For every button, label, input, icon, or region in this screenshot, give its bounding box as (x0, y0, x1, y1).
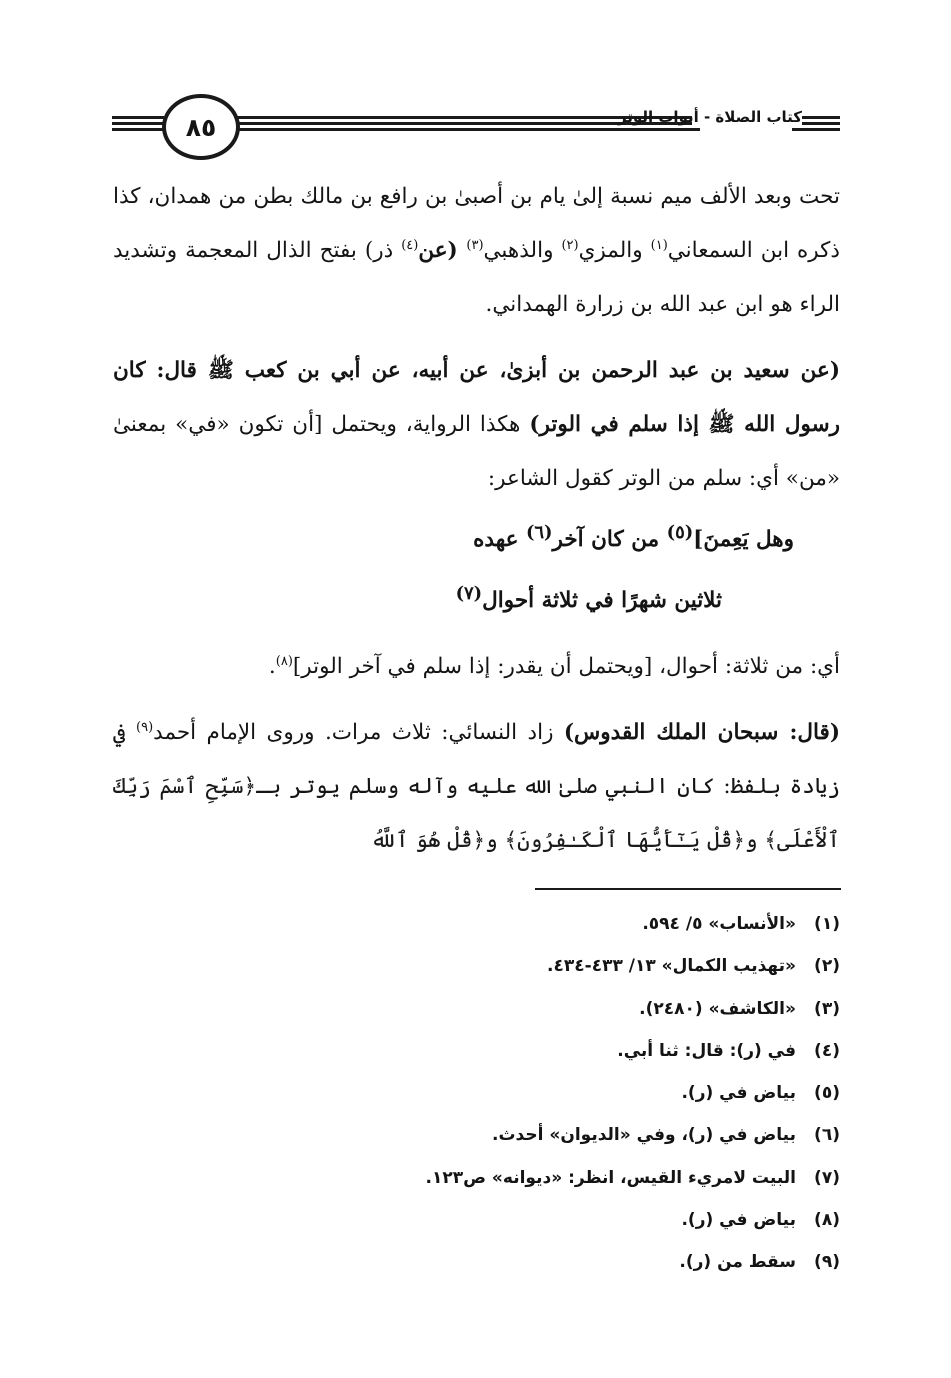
footnote-ref[interactable]: (١) (650, 237, 668, 253)
footnote-ref[interactable]: (٦) (525, 522, 553, 543)
header-rule (112, 116, 164, 119)
page-number: ٨٥ (162, 94, 240, 160)
footnote-item (300, 1241, 840, 1283)
footnote-text: «تهذيب الكمال» ١٣/ ٤٣٣-٤٣٤. (547, 956, 796, 977)
paragraph-4: (قال: سبحان الملك القدوس) زاد النسائي: ثلاث مرات. وروى الإمام أحمد$^{(٩)}$ في زيادة بلفظ: كان النبي صلىٰ الله عليه وآله وسلم يوتر بـ﴿سَبِّحِ ٱسْمَ رَبِّكَ ٱلْأَعْلَى﴾ و﴿قُلْ يَـٰٓأَيُّهَا ٱلْكَـٰفِرُونَ﴾ و﴿قُلْ هُوَ ٱللَّهُ (113, 720, 840, 854)
footnote-text: في (ر): قال: ثنا أبي. (617, 1040, 796, 1061)
footnote-item (300, 1114, 840, 1156)
header-rule (112, 122, 164, 125)
footnote-number: (٦) (814, 1125, 840, 1146)
poetry-verse-1: وهل يَعِمنَ]$^{(٥)}$ من كان آخر$^{(٦)}$ عهده (473, 522, 794, 553)
footnote-separator (535, 888, 841, 890)
footnote-number: (١) (814, 914, 840, 934)
header-rule (792, 128, 840, 131)
poetry-verse-2: ثلاثين شهرًا في ثلاثة أحوال$^{(٧)}$ (455, 583, 722, 614)
footnote-item (300, 1072, 840, 1114)
quran-quote: ﴿قُلْ هُوَ ٱللَّهُ (370, 828, 486, 854)
footnote-ref[interactable]: (٤) (401, 237, 419, 253)
quran-quote: ﴿سَبِّحِ ٱسْمَ رَبِّكَ ٱلْأَعْلَى﴾ (113, 774, 840, 854)
footnote-ref[interactable]: (٩) (136, 720, 154, 736)
footnote-ref[interactable]: (٢) (561, 237, 579, 253)
running-title: كتاب الصلاة - أبواب الوتر (618, 108, 802, 126)
footnote-text: «الأنساب» ٥/ ٥٩٤. (642, 914, 796, 934)
paragraph-3: أي: من ثلاثة: أحوال، [ويحتمل أن يقدر: إذا سلم في آخر الوتر]$^{(٨)}$. (268, 654, 840, 680)
footnote-text: سقط من (ر). (679, 1252, 796, 1273)
footnote-ref[interactable]: (٥) (666, 522, 694, 543)
footnote-number: (٥) (814, 1083, 840, 1104)
footnote-number: (٣) (814, 998, 840, 1019)
footnote-ref[interactable]: (٨) (275, 654, 293, 670)
footnote-ref[interactable]: (٧) (455, 583, 483, 605)
footnote-item (300, 1199, 840, 1241)
page-header (112, 92, 840, 162)
quran-quote: ﴿قُلْ يَـٰٓأَيُّهَا ٱلْكَـٰفِرُونَ﴾ (504, 828, 745, 854)
paragraph-1: تحت وبعد الألف ميم نسبة إلىٰ يام بن أصبىٰ بن رافع بن مالك بطن من همدان، كذا ذكره ابن السمعاني$^{(١)}$ والمزي$^{(٢)}$ والذهبي$^{(٣)}$ (عن$^{(٤)}$ ذر) بفتح الذال المعجمة وتشديد الراء هو ابن عبد الله بن زرارة الهمداني. (113, 184, 840, 317)
footnote-text: «الكاشف» (٢٤٨٠). (639, 998, 796, 1019)
footnote-number: (٤) (814, 1040, 840, 1061)
main-text (113, 170, 840, 868)
footnote-number: (٩) (814, 1252, 840, 1273)
footnotes (300, 903, 840, 1284)
footnote-ref[interactable]: (٣) (466, 237, 484, 253)
footnote-text: بياض في (ر). (681, 1210, 796, 1231)
header-rule (112, 128, 164, 131)
footnote-item (300, 988, 840, 1030)
footnote-number: (٢) (814, 956, 840, 977)
footnote-number: (٧) (814, 1167, 840, 1188)
footnote-item (300, 1030, 840, 1072)
footnote-text: بياض في (ر)، وفي «الديوان» أحدث. (492, 1125, 796, 1146)
footnote-number: (٨) (814, 1210, 840, 1231)
footnote-item (300, 1157, 840, 1199)
footnote-text: بياض في (ر). (681, 1083, 796, 1104)
footnote-item (300, 903, 840, 945)
paragraph-2: (عن سعيد بن عبد الرحمن بن أبزىٰ، عن أبيه، عن أبي بن كعب ﷺ قال: كان رسول الله ﷺ إذا سلم في الوتر) هكذا الرواية، ويحتمل [أن تكون «في» بمعنىٰ «من» أي: سلم من الوتر كقول الشاعر: (113, 358, 840, 491)
footnote-text: البيت لامريء القيس، انظر: «ديوانه» ص١٢٣. (425, 1167, 796, 1188)
header-rule (232, 128, 700, 131)
footnote-item (300, 945, 840, 987)
